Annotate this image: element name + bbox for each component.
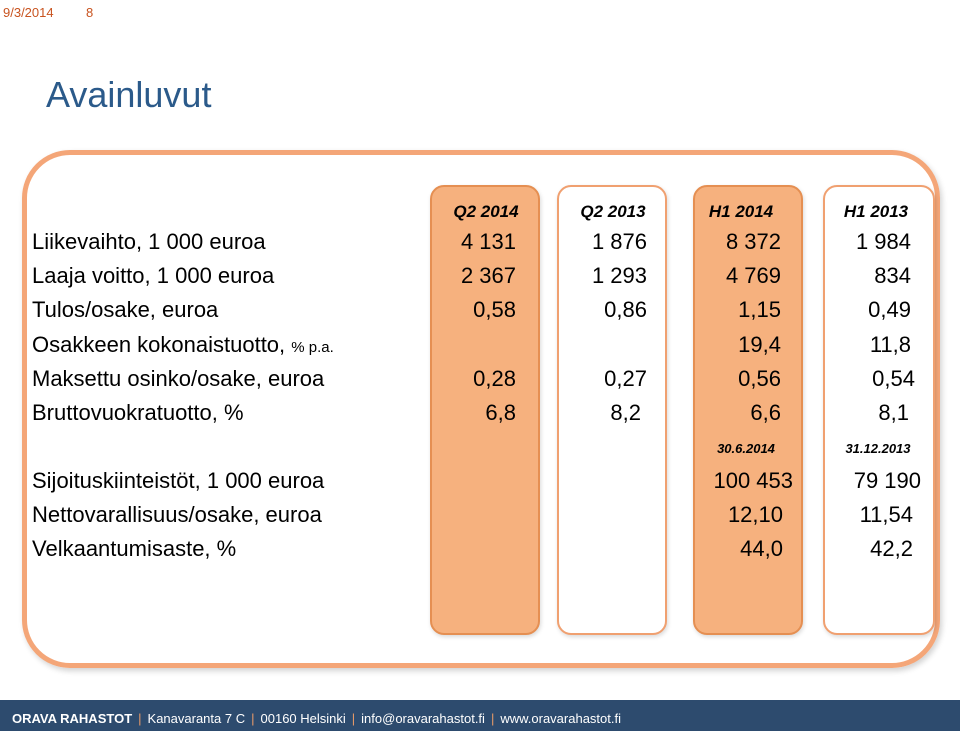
row-label-unit: % p.a. (291, 339, 334, 356)
slide-page-number: 8 (86, 5, 94, 20)
footer-brand: ORAVA RAHASTOT (12, 711, 133, 726)
value-q2-2014: 2 367 (460, 263, 516, 288)
value-h1-2013: 79 190 (853, 468, 921, 493)
slide-header (0, 0, 960, 30)
value-h1-2013: 11,8 (869, 332, 911, 357)
footer-text (12, 711, 621, 726)
value-q2-2014: 4 131 (460, 229, 516, 254)
value-h1-2014: 4 769 (725, 263, 781, 288)
row-label: Sijoituskiinteistöt, 1 000 euroa (32, 468, 325, 493)
row-label (32, 332, 334, 361)
row-label: Nettovarallisuus/osake, euroa (32, 502, 322, 527)
value-h1-2013: 0,54 (872, 366, 915, 391)
value-q2-2013: 0,27 (604, 366, 647, 391)
value-h1-2014: 19,4 (738, 332, 781, 357)
value-h1-2013: 834 (874, 263, 911, 288)
value-h1-2014: 0,56 (738, 366, 781, 391)
value-q2-2013: 1 293 (591, 263, 647, 288)
column-header-h1-2014: H1 2014 (708, 202, 774, 221)
value-h1-2014: 8 372 (725, 229, 781, 254)
value-q2-2014: 0,28 (473, 366, 516, 391)
row-label: Maksettu osinko/osake, euroa (32, 366, 325, 391)
footer-separator: | (490, 711, 495, 726)
footer-separator: | (251, 711, 255, 726)
column-header-q2-2013: Q2 2013 (580, 202, 646, 221)
footer-bar (0, 700, 960, 731)
row-label: Tulos/osake, euroa (32, 297, 219, 322)
footer-city: 00160 Helsinki (260, 711, 346, 726)
value-q2-2013: 1 876 (591, 229, 647, 254)
footer-address: Kanavaranta 7 C (147, 711, 246, 726)
footer-separator: | (138, 711, 142, 726)
value-q2-2014: 0,58 (473, 297, 516, 322)
value-h1-2013: 8,1 (878, 400, 909, 425)
row-label: Velkaantumisaste, % (32, 536, 237, 561)
column-header-q2-2014: Q2 2014 (453, 202, 519, 221)
balance-date-h1-2013: 31.12.2013 (845, 441, 911, 456)
value-q2-2013: 0,86 (604, 297, 647, 322)
row-label: Laaja voitto, 1 000 euroa (32, 263, 275, 288)
row-label: Liikevaihto, 1 000 euroa (32, 229, 266, 254)
value-h1-2014: 6,6 (750, 400, 781, 425)
value-h1-2014: 44,0 (740, 536, 783, 561)
value-h1-2014: 100 453 (713, 468, 793, 493)
slide-date: 9/3/2014 (3, 5, 54, 20)
value-h1-2013: 42,2 (870, 536, 913, 561)
row-label: Bruttovuokratuotto, % (32, 400, 244, 425)
value-q2-2013: 8,2 (610, 400, 641, 425)
value-h1-2014: 1,15 (738, 297, 781, 322)
value-h1-2013: 1 984 (855, 229, 911, 254)
value-q2-2014: 6,8 (485, 400, 516, 425)
value-h1-2013: 11,54 (859, 502, 913, 527)
footer-email-link[interactable]: info@oravarahastot.fi (361, 711, 485, 726)
value-h1-2013: 0,49 (868, 297, 911, 322)
column-header-h1-2013: H1 2013 (843, 202, 909, 221)
footer-separator: | (351, 711, 356, 726)
balance-date-h1-2014: 30.6.2014 (717, 441, 775, 456)
footer-website-link[interactable]: www.oravarahastot.fi (500, 711, 621, 726)
page-title: Avainluvut (46, 74, 212, 115)
row-label-text: Osakkeen kokonaistuotto, (32, 332, 286, 357)
value-h1-2014: 12,10 (727, 502, 783, 527)
